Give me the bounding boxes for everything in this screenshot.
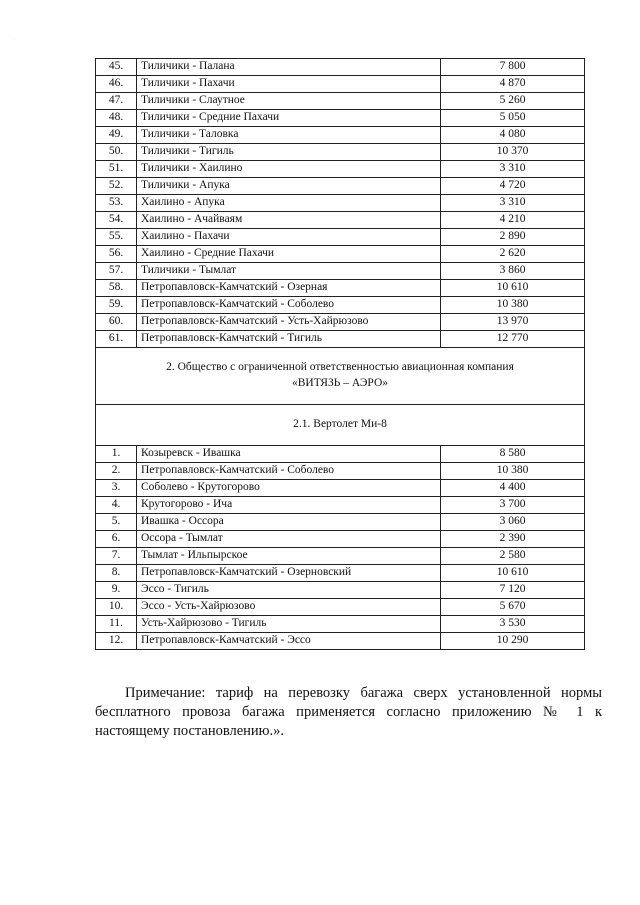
table-row	[96, 531, 585, 548]
tariff-table-part1	[96, 59, 585, 348]
row-number: 10.	[96, 599, 137, 616]
table-row	[96, 178, 585, 195]
table-row	[96, 263, 585, 280]
company-heading-line2: «ВИТЯЗЬ – АЭРО»	[291, 377, 389, 389]
route-name: Козыревск - Ивашка	[137, 446, 441, 463]
page-mark: ·	[13, 38, 15, 43]
tariff-value: 10 380	[441, 463, 585, 480]
route-name: Петропавловск-Камчатский - Соболево	[137, 297, 441, 314]
tariff-value: 3 310	[441, 161, 585, 178]
table-row	[96, 480, 585, 497]
table-row	[96, 127, 585, 144]
tariff-value: 10 610	[441, 565, 585, 582]
table-row	[96, 76, 585, 93]
row-number: 51.	[96, 161, 137, 178]
tariff-value: 4 210	[441, 212, 585, 229]
tariff-value: 5 050	[441, 110, 585, 127]
route-name: Тиличики - Таловка	[137, 127, 441, 144]
route-name: Тиличики - Средние Пахачи	[137, 110, 441, 127]
tariff-value: 5 260	[441, 93, 585, 110]
tariff-value: 10 380	[441, 297, 585, 314]
tariff-value: 8 580	[441, 446, 585, 463]
table-row	[96, 110, 585, 127]
row-number: 57.	[96, 263, 137, 280]
route-name: Хаилино - Ачайваям	[137, 212, 441, 229]
tariff-value: 5 670	[441, 599, 585, 616]
route-name: Тымлат - Ильпырское	[137, 548, 441, 565]
tariff-value: 2 580	[441, 548, 585, 565]
table-row	[96, 514, 585, 531]
table-row	[96, 548, 585, 565]
tariff-value: 7 800	[441, 59, 585, 76]
route-name: Усть-Хайрюзово - Тигиль	[137, 616, 441, 633]
row-number: 8.	[96, 565, 137, 582]
section-row-aircraft	[96, 405, 585, 446]
route-name: Тиличики - Апука	[137, 178, 441, 195]
route-name: Оссора - Тымлат	[137, 531, 441, 548]
route-name: Тиличики - Хаилино	[137, 161, 441, 178]
table-row	[96, 633, 585, 650]
company-cell	[96, 348, 585, 405]
row-number: 58.	[96, 280, 137, 297]
note-paragraph: Примечание: тариф на перевозку багажа сверх установленной нормы бесплатного провоза багажа применяется согласно приложению № 1 к настоящему постановлению.».	[95, 685, 602, 739]
row-number: 59.	[96, 297, 137, 314]
table-row	[96, 463, 585, 480]
table-row	[96, 93, 585, 110]
row-number: 47.	[96, 93, 137, 110]
route-name: Крутогорово - Ича	[137, 497, 441, 514]
row-number: 53.	[96, 195, 137, 212]
table-row	[96, 144, 585, 161]
table-row	[96, 229, 585, 246]
table-row	[96, 297, 585, 314]
tariff-value: 4 400	[441, 480, 585, 497]
row-number: 1.	[96, 446, 137, 463]
route-name: Тиличики - Пахачи	[137, 76, 441, 93]
row-number: 6.	[96, 531, 137, 548]
table-row	[96, 161, 585, 178]
tariff-value: 12 770	[441, 331, 585, 348]
table-row	[96, 314, 585, 331]
row-number: 4.	[96, 497, 137, 514]
route-name: Хаилино - Апука	[137, 195, 441, 212]
tariff-value: 10 290	[441, 633, 585, 650]
section-header-company	[96, 348, 585, 446]
row-number: 11.	[96, 616, 137, 633]
route-name: Петропавловск-Камчатский - Озерная	[137, 280, 441, 297]
tariff-value: 10 370	[441, 144, 585, 161]
tariff-value: 3 700	[441, 497, 585, 514]
table-row	[96, 212, 585, 229]
tariff-value: 3 530	[441, 616, 585, 633]
row-number: 12.	[96, 633, 137, 650]
route-name: Тиличики - Тымлат	[137, 263, 441, 280]
table-row	[96, 582, 585, 599]
row-number: 3.	[96, 480, 137, 497]
table-row	[96, 59, 585, 76]
tariff-value: 2 390	[441, 531, 585, 548]
route-name: Петропавловск-Камчатский - Усть-Хайрюзово	[137, 314, 441, 331]
section-row-company	[96, 348, 585, 405]
route-name: Соболево - Крутогорово	[137, 480, 441, 497]
route-name: Эссо - Тигиль	[137, 582, 441, 599]
tariff-value: 2 620	[441, 246, 585, 263]
table-row	[96, 599, 585, 616]
table-row	[96, 565, 585, 582]
row-number: 55.	[96, 229, 137, 246]
route-name: Эссо - Усть-Хайрюзово	[137, 599, 441, 616]
table-row	[96, 497, 585, 514]
tariff-value: 10 610	[441, 280, 585, 297]
row-number: 54.	[96, 212, 137, 229]
route-name: Хаилино - Пахачи	[137, 229, 441, 246]
route-name: Ивашка - Оссора	[137, 514, 441, 531]
tariff-value: 4 720	[441, 178, 585, 195]
row-number: 48.	[96, 110, 137, 127]
tariff-value: 13 970	[441, 314, 585, 331]
table-row	[96, 195, 585, 212]
route-name: Петропавловск-Камчатский - Тигиль	[137, 331, 441, 348]
company-heading-line1: 2. Общество с ограниченной ответственностью авиационная компания	[166, 361, 514, 374]
table-row	[96, 616, 585, 633]
tariff-value: 7 120	[441, 582, 585, 599]
tariff-value: 3 060	[441, 514, 585, 531]
row-number: 61.	[96, 331, 137, 348]
tariff-table	[95, 58, 585, 650]
row-number: 60.	[96, 314, 137, 331]
row-number: 56.	[96, 246, 137, 263]
tariff-value: 3 310	[441, 195, 585, 212]
tariff-value: 4 870	[441, 76, 585, 93]
row-number: 50.	[96, 144, 137, 161]
tariff-value: 4 080	[441, 127, 585, 144]
row-number: 2.	[96, 463, 137, 480]
table-row	[96, 246, 585, 263]
route-name: Петропавловск-Камчатский - Эссо	[137, 633, 441, 650]
tariff-table-part2	[96, 446, 585, 650]
tariff-value: 3 860	[441, 263, 585, 280]
row-number: 7.	[96, 548, 137, 565]
row-number: 5.	[96, 514, 137, 531]
route-name: Петропавловск-Камчатский - Соболево	[137, 463, 441, 480]
table-row	[96, 280, 585, 297]
route-name: Тиличики - Тигиль	[137, 144, 441, 161]
row-number: 52.	[96, 178, 137, 195]
row-number: 45.	[96, 59, 137, 76]
route-name: Тиличики - Слаутное	[137, 93, 441, 110]
row-number: 49.	[96, 127, 137, 144]
route-name: Петропавловск-Камчатский - Озерновский	[137, 565, 441, 582]
route-name: Тиличики - Палана	[137, 59, 441, 76]
table-row	[96, 331, 585, 348]
table-row	[96, 446, 585, 463]
row-number: 9.	[96, 582, 137, 599]
tariff-value: 2 890	[441, 229, 585, 246]
aircraft-heading: 2.1. Вертолет Ми-8	[96, 405, 585, 446]
row-number: 46.	[96, 76, 137, 93]
route-name: Хаилино - Средние Пахачи	[137, 246, 441, 263]
